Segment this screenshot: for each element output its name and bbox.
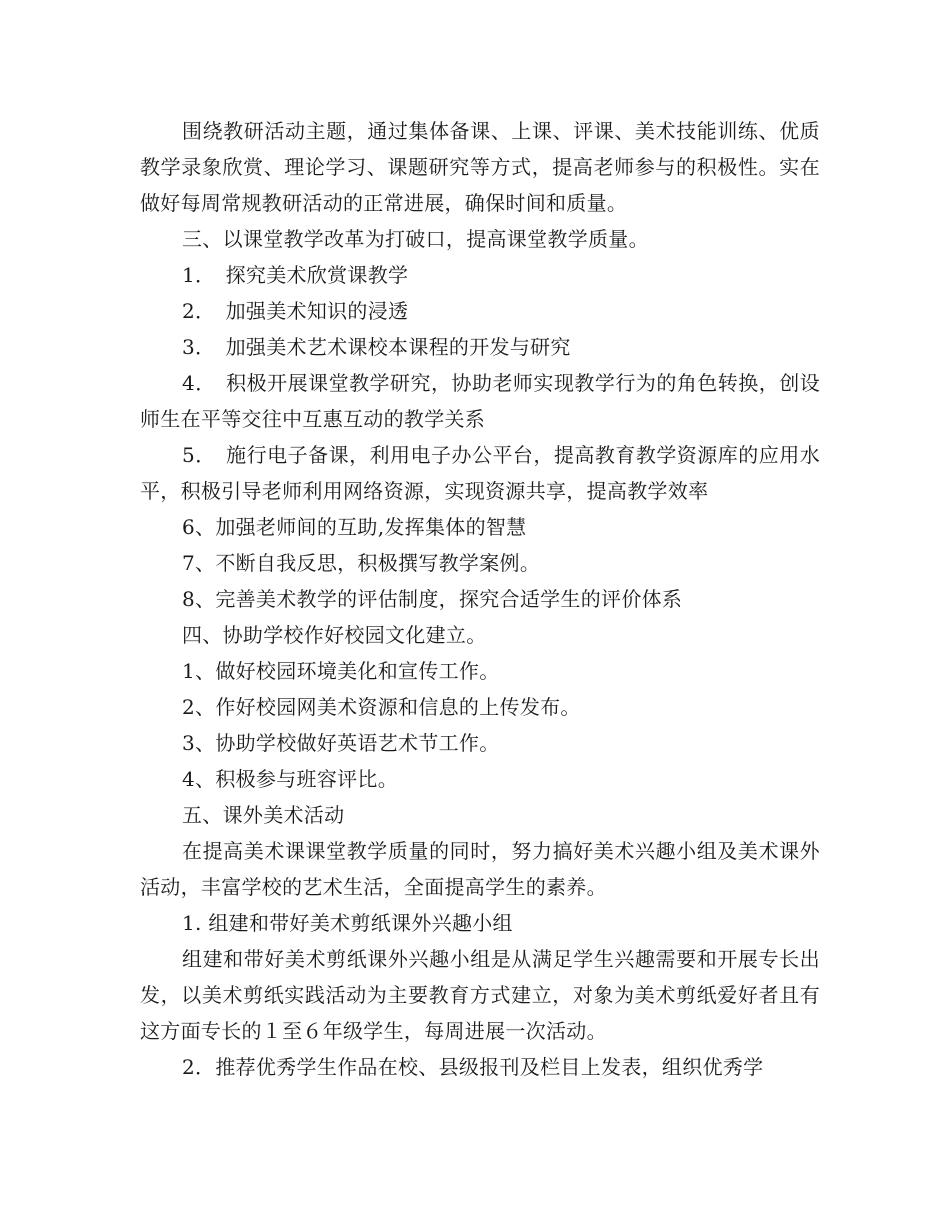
list-item: 1. 组建和带好美术剪纸课外兴趣小组 [182,911,513,935]
list-item: 3、协助学校做好英语艺术节工作。 [182,731,500,755]
paragraph-text: 组建和带好美术剪纸课外兴趣小组是从满足学生兴趣需要和开展专长出发，以美术剪纸实践活动为主要教育方式建立，对象为美术剪纸爱好者且有这方面专长的１至６年级学生，每周进展一次活动。 [140,947,820,1043]
list-item: 2、作好校园网美术资源和信息的上传发布。 [182,695,581,719]
list-item: 1、做好校园环境美化和宣传工作。 [182,659,500,683]
section-heading-4: 四、协助学校作好校园文化建立。 [182,623,487,647]
list-item: 8、完善美术教学的评估制度，探究合适学生的评价体系 [182,587,683,611]
list-item: 1． 探究美术欣赏课教学 [182,263,409,287]
list-item: 2．推荐优秀学生作品在校、县级报刊及栏目上发表，组织优秀学 [182,1055,764,1079]
paragraph-intro: 围绕教研活动主题，通过集体备课、上课、评课、美术技能训练、优质教学录象欣赏、理论学习、课题研究等方式，提高老师参与的积极性。实在做好每周常规教研活动的正常进展，确保时间和质量。 [140,119,820,215]
list-item: 7、不断自我反思，积极撰写教学案例。 [182,551,541,575]
section-heading-3: 三、以课堂教学改革为打破口，提高课堂教学质量。 [182,227,649,251]
list-item: 4． 积极开展课堂教学研究，协助老师实现教学行为的角色转换，创设师生在平等交往中互惠互动的教学关系 [140,371,820,431]
paragraph-text: 在提高美术课课堂教学质量的同时，努力搞好美术兴趣小组及美术课外活动，丰富学校的艺术生活，全面提高学生的素养。 [140,839,820,899]
list-item: 2． 加强美术知识的浸透 [182,299,409,323]
section-heading-5: 五、课外美术活动 [182,803,345,827]
document-body [140,113,820,1085]
list-item: 4、积极参与班容评比。 [182,767,399,791]
list-item: 3． 加强美术艺术课校本课程的开发与研究 [182,335,571,359]
list-item: 6、加强老师间的互助,发挥集体的智慧 [182,515,527,539]
list-item: 5． 施行电子备课，利用电子办公平台，提高教育教学资源库的应用水平，积极引导老师利用网络资源，实现资源共享，提高教学效率 [140,443,820,503]
